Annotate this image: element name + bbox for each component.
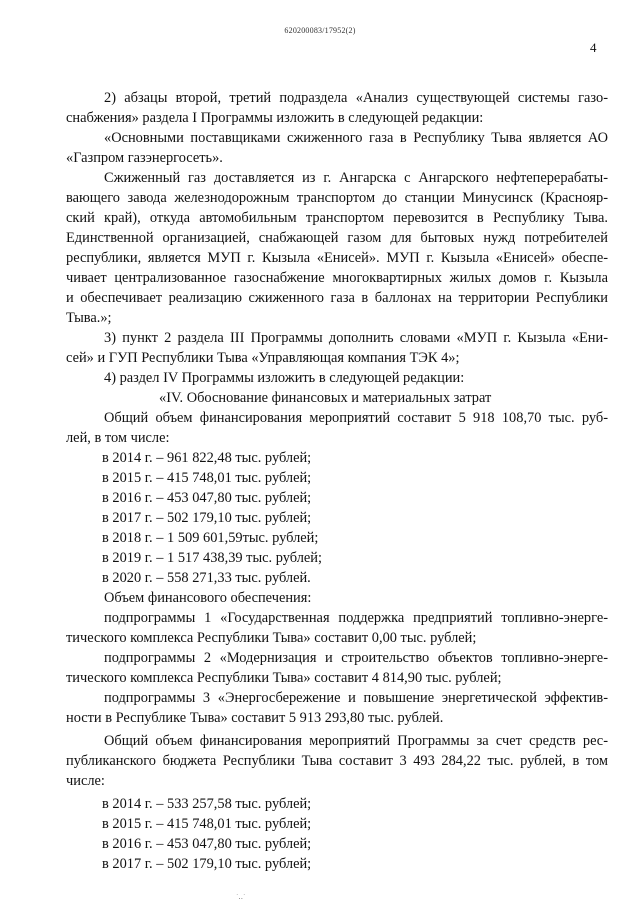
year-amount-line: в 2019 г. – 1 517 438,39 тыс. рублей; <box>102 550 322 566</box>
paragraph-line: тического комплекса Республики Тыва» составит 0,00 тыс. рублей; <box>66 630 477 646</box>
document-body <box>66 88 608 874</box>
year-amount-line: в 2015 г. – 415 748,01 тыс. рублей; <box>102 816 312 832</box>
paragraph-line: публиканского бюджета Республики Тыва составит 3 493 284,22 тыс. рублей, в том <box>66 753 608 769</box>
paragraph-line: «Основными поставщиками сжиженного газа в Республику Тыва является АО <box>104 130 608 146</box>
year-amount-line: в 2016 г. – 453 047,80 тыс. рублей; <box>102 836 312 852</box>
year-amount-line: в 2014 г. – 533 257,58 тыс. рублей; <box>102 796 312 812</box>
paragraph-line: 3) пункт 2 раздела III Программы дополнить словами «МУП г. Кызыла «Ени- <box>104 330 608 346</box>
paragraph-line: вающего завода железнодорожным транспортом до станции Минусинск (Краснояр- <box>66 190 608 206</box>
paragraph-line: «Газпром газэнергосеть». <box>66 150 223 166</box>
year-amount-line: в 2020 г. – 558 271,33 тыс. рублей. <box>102 570 311 586</box>
page-number: 4 <box>590 40 597 55</box>
paragraph-line: подпрограммы 2 «Модернизация и строительство объектов топливно-энерге- <box>104 650 608 666</box>
year-amount-line: в 2018 г. – 1 509 601,59тыс. рублей; <box>102 530 319 546</box>
paragraph-line: Единственной организацией, снабжающей газом для бытовых нужд потребителей <box>66 230 608 246</box>
section-title: «IV. Обоснование финансовых и материальных затрат <box>159 390 492 406</box>
year-amount-line: в 2017 г. – 502 179,10 тыс. рублей; <box>102 510 312 526</box>
paragraph-line: лей, в том числе: <box>66 430 170 446</box>
paragraph-line: снабжения» раздела I Программы изложить в следующей редакции: <box>66 110 484 126</box>
paragraph-line: Тыва.»; <box>66 310 112 326</box>
paragraph-line: числе: <box>66 773 105 789</box>
paragraph-line: тического комплекса Республики Тыва» составит 4 814,90 тыс. рублей; <box>66 670 502 686</box>
year-amount-line: в 2017 г. – 502 179,10 тыс. рублей; <box>102 856 312 872</box>
paragraph-line: Общий объем финансирования мероприятий составит 5 918 108,70 тыс. руб- <box>104 410 608 426</box>
paragraph-line: ности в Республике Тыва» составит 5 913 293,80 тыс. рублей. <box>66 710 444 726</box>
paragraph-line: чивает централизованное газоснабжение многоквартирных жилых домов г. Кызыла <box>66 270 608 286</box>
paragraph-line: 2) абзацы второй, третий подраздела «Анализ существующей системы газо- <box>104 90 608 106</box>
document-id: 620200083/17952(2) <box>284 26 356 35</box>
paragraph-line: сей» и ГУП Республики Тыва «Управляющая компания ТЭК 4»; <box>66 350 460 366</box>
year-amount-line: в 2014 г. – 961 822,48 тыс. рублей; <box>102 450 312 466</box>
scan-artifact-mark: ˙‥˙ <box>236 893 246 901</box>
paragraph-line: 4) раздел IV Программы изложить в следующей редакции: <box>104 370 465 386</box>
paragraph-line: Объем финансового обеспечения: <box>104 590 312 606</box>
year-amount-line: в 2016 г. – 453 047,80 тыс. рублей; <box>102 490 312 506</box>
paragraph-line: и обеспечивает реализацию сжиженного газа в баллонах на территории Республики <box>66 290 608 306</box>
paragraph-line: ский край), откуда автомобильным транспортом перевозится в Республику Тыва. <box>66 210 608 226</box>
paragraph-line: подпрограммы 3 «Энергосбережение и повышение энергетической эффектив- <box>104 690 608 706</box>
year-amount-line: в 2015 г. – 415 748,01 тыс. рублей; <box>102 470 312 486</box>
paragraph-line: подпрограммы 1 «Государственная поддержка предприятий топливно-энерге- <box>104 610 608 626</box>
paragraph-line: Сжиженный газ доставляется из г. Ангарска с Ангарского нефтеперерабаты- <box>104 170 608 186</box>
paragraph-line: Общий объем финансирования мероприятий Программы за счет средств рес- <box>104 733 608 749</box>
paragraph-line: республики, является МУП г. Кызыла «Енисей». МУП г. Кызыла «Енисей» обеспе- <box>66 250 608 266</box>
